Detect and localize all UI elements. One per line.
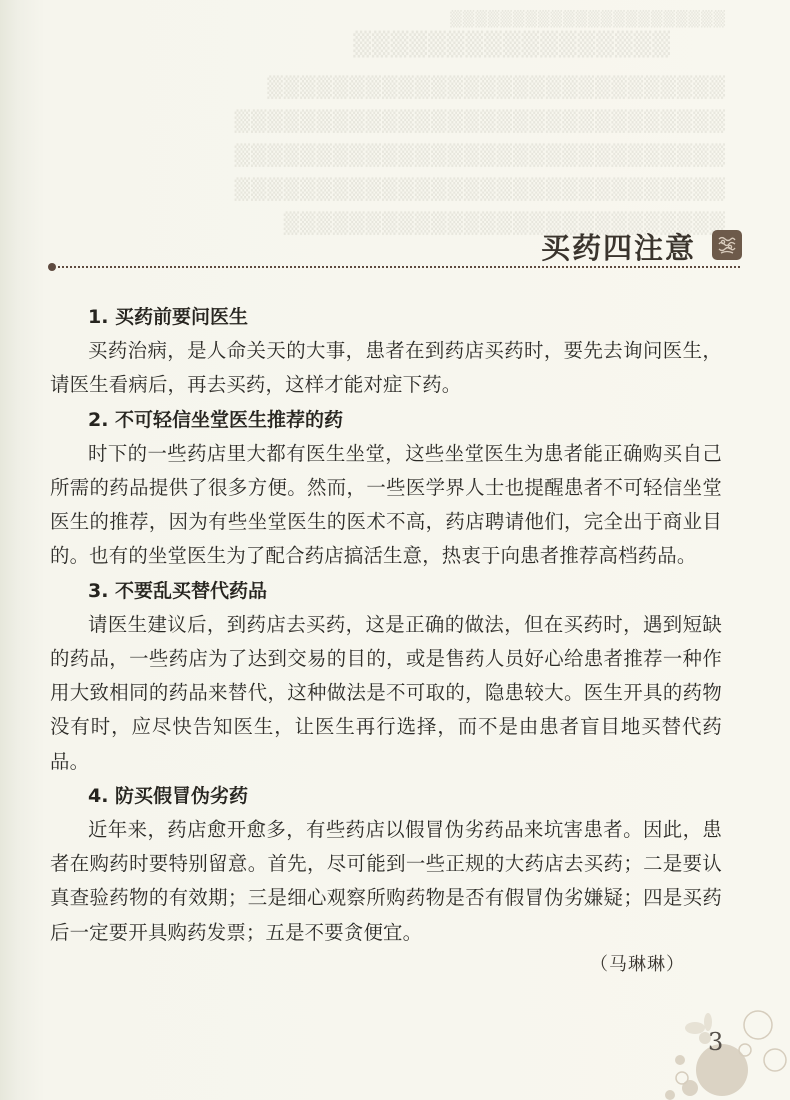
bleed-through-text: ▒▒▒▒▒▒▒▒▒▒▒▒▒▒▒▒▒▒▒▒▒▒▒▒▒▒▒ xyxy=(282,211,725,235)
bleed-through-text: ▒▒▒▒▒▒▒▒▒▒▒▒▒▒▒▒▒▒▒▒▒▒▒▒▒▒▒▒▒▒ xyxy=(233,177,725,201)
section-title: 买药四注意 xyxy=(540,231,696,265)
article-body xyxy=(50,300,722,950)
subsection-heading: 1. 买药前要问医生 xyxy=(88,306,249,328)
subsection-heading: 2. 不可轻信坐堂医生推荐的药 xyxy=(88,408,344,431)
seal-icon xyxy=(712,230,742,260)
floral-bubble-decoration xyxy=(660,1000,790,1100)
paragraph: 时下的一些药店里大都有医生坐堂，这些坐堂医生为患者能正确购买自己所需的药品提供了很多方便。然而，一些医学界人士也提醒患者不可轻信坐堂医生的推荐，因为有些坐堂医生的医术不高，药店聘请他们，完全出于商业目的。也有的坐堂医生为了配合药店搞活生意，热衷于向患者推荐高档药品。 xyxy=(50,441,722,568)
bleed-through-text: ▒▒▒▒▒▒▒▒▒▒▒▒▒▒▒▒▒▒▒▒▒▒ xyxy=(449,10,725,28)
paragraph: 请医生建议后，到药店去买药，这是正确的做法，但在买药时，遇到短缺的药品，一些药店为了达到交易的目的，或是售药人员好心给患者推荐一种作用大致相同的药品来替代，这种做法是不可取的，隐患较大。医生开具的药物没有时，应尽快告知医生，让医生再行选择，而不是由患者盲目地买替代药品。 xyxy=(50,612,722,773)
dotted-line xyxy=(58,266,740,268)
paragraph: 买药治病，是人命关天的大事，患者在到药店买药时，要先去询问医生，请医生看病后，再去买药，这样才能对症下药。 xyxy=(50,339,722,397)
bleed-through-text: ▒▒▒▒▒▒▒▒▒▒▒▒▒▒▒▒▒▒▒▒▒▒▒▒▒▒▒▒▒▒ xyxy=(233,109,725,133)
bleed-through-heading: ▒▒▒▒▒▒▒▒▒▒▒▒▒▒▒▒▒ xyxy=(352,32,670,58)
dotted-divider xyxy=(48,263,740,271)
paragraph: 近年来，药店愈开愈多，有些药店以假冒伪劣药品来坑害患者。因此，患者在购药时要特别留意。首先，尽可能到一些正规的大药店去买药；二是要认真查验药物的有效期；三是细心观察所购药物是否有假冒伪劣嫌疑；四是买药后一定要开具购药发票；五是不要贪便宜。 xyxy=(50,818,722,944)
page-number: 3 xyxy=(708,1028,724,1056)
author-credit: （马琳琳） xyxy=(590,954,685,975)
bleed-through-text: ▒▒▒▒▒▒▒▒▒▒▒▒▒▒▒▒▒▒▒▒▒▒▒▒▒▒▒▒▒▒ xyxy=(233,143,725,167)
section-header xyxy=(48,226,748,266)
subsection-heading: 4. 防买假冒伪劣药 xyxy=(88,784,249,807)
subsection-heading: 3. 不要乱买替代药品 xyxy=(88,579,268,602)
bullet-dot xyxy=(48,263,56,271)
bleed-through-text: ▒▒▒▒▒▒▒▒▒▒▒▒▒▒▒▒▒▒▒▒▒▒▒▒▒▒▒▒ xyxy=(266,75,725,99)
